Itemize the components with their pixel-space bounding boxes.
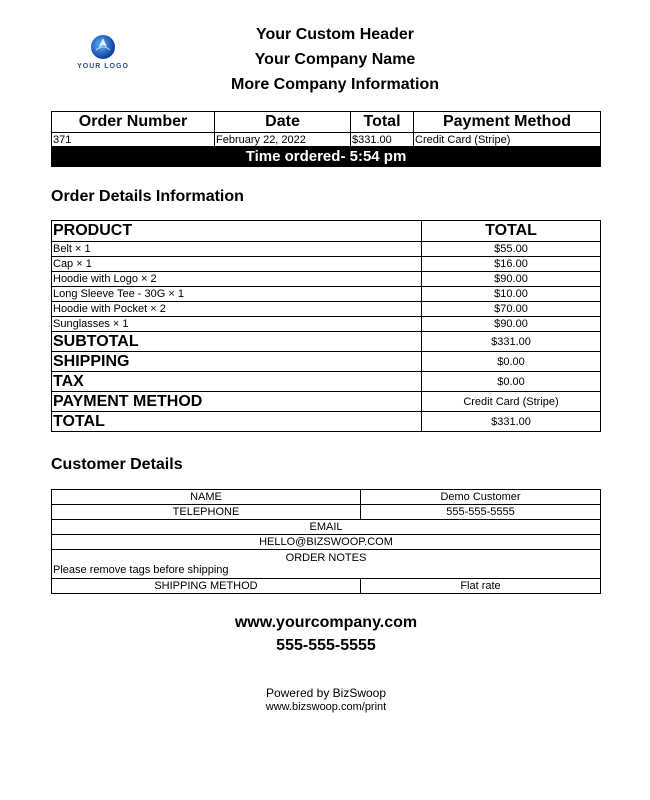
order-payment-method: Credit Card (Stripe) (414, 133, 601, 147)
customer-details-title: Customer Details (51, 456, 183, 473)
powered-by-url: www.bizswoop.com/print (265, 701, 387, 713)
col-product: PRODUCT (52, 221, 422, 242)
line-item-name: Cap × 1 (52, 257, 422, 272)
shipping-method-row (52, 579, 601, 594)
name-label: NAME (52, 490, 361, 505)
customer-phone-row (52, 505, 601, 520)
line-item (52, 302, 601, 317)
order-details-table (51, 220, 601, 432)
customer-email: HELLO@BIZSWOOP.COM (52, 535, 601, 550)
email-row (52, 535, 601, 550)
line-item-total: $70.00 (422, 302, 601, 317)
time-ordered: Time ordered- 5:54 pm (52, 147, 601, 167)
total-label: TOTAL (52, 412, 422, 432)
col-payment-method: Payment Method (414, 112, 601, 133)
order-summary-table (51, 111, 601, 167)
order-notes-row (52, 550, 601, 579)
order-notes-label: ORDER NOTES (285, 552, 367, 564)
line-item-name: Long Sleeve Tee - 30G × 1 (52, 287, 422, 302)
custom-header: Your Custom Header (256, 26, 414, 43)
customer-name: Demo Customer (361, 490, 601, 505)
customer-details-table (51, 489, 601, 594)
tax-value: $0.00 (422, 372, 601, 392)
subtotal-row (52, 332, 601, 352)
subtotal-label: SUBTOTAL (52, 332, 422, 352)
col-date: Date (215, 112, 351, 133)
logo-text: YOUR LOGO (77, 63, 129, 70)
order-date: February 22, 2022 (215, 133, 351, 147)
time-ordered-row (52, 147, 601, 167)
line-item (52, 317, 601, 332)
details-header-row (52, 221, 601, 242)
shipping-method: Flat rate (361, 579, 601, 594)
col-line-total: TOTAL (422, 221, 601, 242)
subtotal-value: $331.00 (422, 332, 601, 352)
line-item-total: $10.00 (422, 287, 601, 302)
order-total: $331.00 (351, 133, 414, 147)
tax-row (52, 372, 601, 392)
shipping-method-label: SHIPPING METHOD (52, 579, 361, 594)
payment-method-row (52, 392, 601, 412)
order-notes-cell (52, 550, 601, 579)
line-item (52, 242, 601, 257)
order-details-title: Order Details Information (51, 188, 244, 205)
tax-label: TAX (52, 372, 422, 392)
email-label-row (52, 520, 601, 535)
payment-method-label: PAYMENT METHOD (52, 392, 422, 412)
order-notes: Please remove tags before shipping (53, 564, 229, 576)
company-info: More Company Information (230, 76, 439, 93)
line-item-total: $90.00 (422, 272, 601, 287)
shipping-row (52, 352, 601, 372)
total-row (52, 412, 601, 432)
company-website: www.yourcompany.com (234, 614, 418, 631)
line-item (52, 287, 601, 302)
customer-name-row (52, 490, 601, 505)
col-total: Total (351, 112, 414, 133)
col-order-number: Order Number (52, 112, 215, 133)
line-item-name: Sunglasses × 1 (52, 317, 422, 332)
line-item-name: Hoodie with Pocket × 2 (52, 302, 422, 317)
line-item-total: $16.00 (422, 257, 601, 272)
telephone-label: TELEPHONE (52, 505, 361, 520)
shipping-label: SHIPPING (52, 352, 422, 372)
order-number: 371 (52, 133, 215, 147)
line-item-name: Belt × 1 (52, 242, 422, 257)
customer-telephone: 555-555-5555 (361, 505, 601, 520)
company-phone: 555-555-5555 (276, 637, 376, 654)
line-item-total: $90.00 (422, 317, 601, 332)
order-row (52, 133, 601, 147)
total-value: $331.00 (422, 412, 601, 432)
shipping-value: $0.00 (422, 352, 601, 372)
email-label: EMAIL (52, 520, 601, 535)
document-header (0, 22, 650, 97)
company-name: Your Company Name (254, 51, 416, 68)
line-item (52, 257, 601, 272)
powered-by: Powered by BizSwoop (265, 686, 387, 700)
line-item-name: Hoodie with Logo × 2 (52, 272, 422, 287)
line-item (52, 272, 601, 287)
line-item-total: $55.00 (422, 242, 601, 257)
order-header-row (52, 112, 601, 133)
payment-method-value: Credit Card (Stripe) (422, 392, 601, 412)
